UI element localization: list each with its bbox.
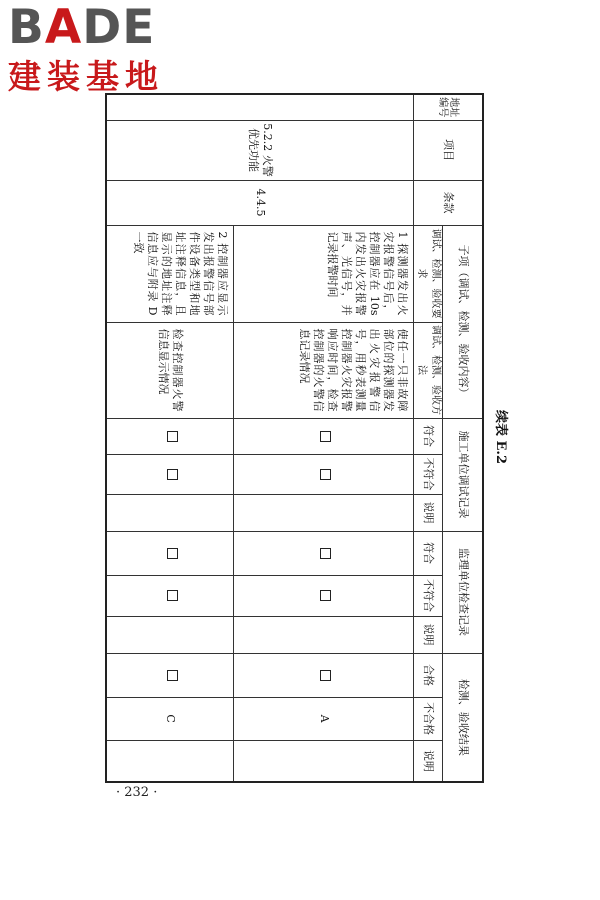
- checkbox-icon[interactable]: [321, 431, 332, 442]
- supervision-nonconform-cell: [234, 575, 414, 616]
- header-conform-1: 符合: [414, 418, 443, 454]
- header-conform-2: 符合: [414, 531, 443, 575]
- header-nonconform-1: 不符合: [414, 454, 443, 494]
- header-note-1: 说明: [414, 494, 443, 531]
- header-requirement: 调试、检测、验收要求: [414, 225, 443, 322]
- supervision-conform-cell: [234, 531, 414, 575]
- page-number: · 232 ·: [116, 785, 158, 800]
- supervision-conform-cell: [106, 531, 234, 575]
- logo-wordmark: BADE: [8, 0, 156, 55]
- construction-nonconform-cell: [234, 454, 414, 494]
- checkbox-icon[interactable]: [321, 548, 332, 559]
- header-unqualified: 不合格: [414, 697, 443, 740]
- header-nonconform-2: 不符合: [414, 575, 443, 616]
- checkbox-icon[interactable]: [167, 670, 178, 681]
- header-construction: 施工单位调试记录: [443, 418, 483, 531]
- requirement-text: 2 控制器应显示发出报警信号部件设备类型和地址注释信息，且显示的地址注释信息应与附录 D 一致: [106, 225, 234, 322]
- requirement-text: 1 探测器发出火灾报警信号后，控制器应在 10s 内发出火灾报警声、光信号，并记录报警时间: [234, 225, 414, 322]
- header-item: 项目: [414, 120, 483, 180]
- rotated-page: [112, 93, 510, 781]
- header-sub-item: 子项（调试、检测、验收内容）: [443, 225, 483, 418]
- brand-logo: [8, 0, 178, 96]
- checkbox-icon[interactable]: [167, 548, 178, 559]
- logo-subtitle: 建装基地: [8, 57, 164, 96]
- table-row: [234, 94, 414, 782]
- acceptance-note-cell: [106, 740, 234, 782]
- address-no-cell: [106, 94, 414, 120]
- header-supervision: 监理单位检查记录: [443, 531, 483, 653]
- construction-note-cell: [106, 494, 234, 531]
- acceptance-qualified-cell: [106, 653, 234, 697]
- header-qualified: 合格: [414, 653, 443, 697]
- construction-note-cell: [234, 494, 414, 531]
- checkbox-icon[interactable]: [321, 469, 332, 480]
- header-note-3: 说明: [414, 740, 443, 782]
- supervision-nonconform-cell: [106, 575, 234, 616]
- construction-conform-cell: [106, 418, 234, 454]
- acceptance-note-cell: [234, 740, 414, 782]
- header-method: 调试、检测、验收方法: [414, 322, 443, 418]
- construction-nonconform-cell: [106, 454, 234, 494]
- supervision-note-cell: [234, 616, 414, 653]
- supervision-note-cell: [106, 616, 234, 653]
- header-clause: 条款: [414, 180, 483, 225]
- method-text: 使任一只非故障部位的探测器发出火灾报警信号，用秒表测量控制器火灾报警响应时间，检查控制器的火警信息记录情况: [234, 322, 414, 418]
- header-note-2: 说明: [414, 616, 443, 653]
- checkbox-icon[interactable]: [167, 431, 178, 442]
- method-text: 检查控制器火警信息显示情况: [106, 322, 234, 418]
- header-acceptance: 检测、验收结果: [443, 653, 483, 782]
- clause-cell: 4.4.5: [106, 180, 414, 225]
- inspection-table: [105, 93, 484, 783]
- acceptance-qualified-cell: [234, 653, 414, 697]
- header-address-no: 地址编号: [414, 94, 483, 120]
- item-cell: 5.2.2 火警优先功能: [106, 120, 414, 180]
- checkbox-icon[interactable]: [167, 590, 178, 601]
- checkbox-icon[interactable]: [167, 469, 178, 480]
- acceptance-level-cell: A: [234, 697, 414, 740]
- checkbox-icon[interactable]: [321, 590, 332, 601]
- table-caption: 续表 E.2: [493, 409, 508, 464]
- acceptance-level-cell: C: [106, 697, 234, 740]
- construction-conform-cell: [234, 418, 414, 454]
- checkbox-icon[interactable]: [321, 670, 332, 681]
